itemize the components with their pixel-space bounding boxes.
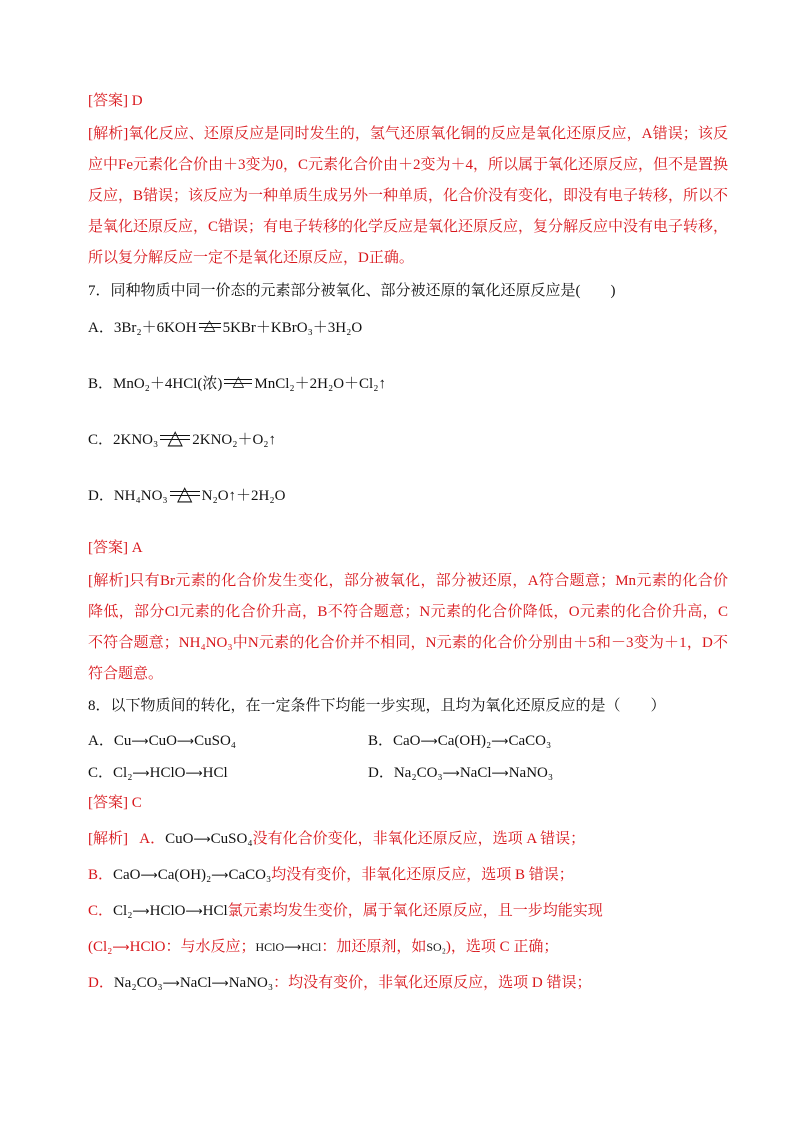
q7-option-a: [88, 313, 728, 343]
q6-analysis: [解析]氧化反应、还原反应是同时发生的，氢气还原氧化铜的反应是氧化还原反应，A错误；该反应中Fe元素化合价由＋3变为0，C元素化合价由＋2变为＋4，所以属于氧化还原反应，但不是置换反应，B错误；该反应为一种单质生成另外一种单质，化合价没有变化，即没有电子转移，所以不是氧化还原反应，C错误；有电子转移的化学反应是氧化还原反应，复分解反应中没有电子转移，所以复分解反应一定不是氧化还原反应，D正确。: [88, 126, 729, 266]
q8-option-a: A．Cu⟶CuO⟶CuSO₄: [88, 733, 237, 749]
heating-condition: [224, 369, 252, 399]
option-label: B．: [368, 733, 394, 749]
equation-left: NH₄NO₃: [113, 488, 168, 504]
analysis-text: 均没有变价，非氧化还原反应，选项 B 错误；: [271, 867, 574, 883]
equation-right: N₂O↑＋2H₂O: [201, 488, 286, 504]
q8-analysis-d: [88, 965, 728, 1001]
equation-right: MnCl₂＋2H₂O＋Cl₂↑: [254, 376, 386, 392]
q6-answer: [答案] D: [88, 93, 143, 109]
analysis-text: ：均没有变价，非氧化还原反应，选项 D 错误；: [273, 975, 592, 991]
delta-symbol: △: [176, 481, 193, 505]
q7-option-b: [88, 369, 728, 399]
q7-option-c: [88, 425, 728, 455]
reaction-chain: Cl₂⟶HClO: [93, 939, 166, 955]
option-label: C．: [88, 765, 114, 781]
reaction-chain: CuO⟶CuSO₄: [165, 831, 253, 847]
reaction-chain: HClO⟶HCl: [255, 940, 322, 954]
analysis-text: 氯元素均发生变价，属于氧化还原反应，且一步均能实现: [227, 903, 603, 919]
q8-analysis-c: [88, 893, 728, 929]
option-label: D．: [368, 765, 394, 781]
q8-analysis-a: [88, 821, 728, 857]
equation-left: 2KNO₃: [113, 432, 159, 448]
reaction-chain: CaO⟶Ca(OH)₂⟶CaCO₃: [113, 867, 272, 883]
q8-stem: 8．以下物质间的转化，在一定条件下均能一步实现，且均为氧化还原反应的是（ ）: [88, 698, 666, 714]
q8-options-row-1: [88, 728, 728, 754]
delta-symbol: △: [167, 425, 183, 449]
q7-answer: [答案] A: [88, 540, 143, 556]
delta-symbol: △: [232, 372, 245, 390]
heating-condition: [199, 313, 221, 343]
option-label: D．: [88, 488, 114, 504]
q8-option-b: B．CaO⟶Ca(OH)₂⟶CaCO₃: [368, 733, 552, 749]
option-label: A．: [88, 320, 114, 336]
q8-analysis-c-note: (Cl₂⟶HClO：与水反应；HClO⟶HCl：加还原剂，如SO₂)，选项 C 正确；: [88, 939, 559, 955]
option-label: B．: [88, 867, 114, 883]
q8-options-row-2: [88, 760, 728, 786]
delta-symbol: △: [203, 316, 216, 334]
reagent-formula: SO₂: [426, 940, 446, 954]
heating-condition: [170, 481, 200, 511]
option-label: C．: [88, 903, 114, 919]
equation-left: 3Br₂＋6KOH: [113, 320, 197, 336]
option-label: D．: [88, 975, 114, 991]
q7-stem: 7．同种物质中同一价态的元素部分被氧化、部分被还原的氧化还原反应是( ): [88, 283, 616, 299]
option-label: A．: [88, 733, 114, 749]
analysis-text: 没有化合价变化，非氧化还原反应，选项 A 错误；: [252, 831, 586, 847]
option-label: A．: [139, 831, 166, 847]
q8-answer: [答案] C: [88, 795, 142, 811]
reaction-chain: Na₂CO₃⟶NaCl⟶NaNO₃: [113, 975, 274, 991]
option-label: C．: [88, 432, 114, 448]
option-label: B．: [88, 376, 114, 392]
q7-analysis: [解析]只有Br元素的化合价发生变化，部分被氧化，部分被还原，A符合题意；Mn元素的化合价降低，部分Cl元素的化合价升高，B不符合题意；N元素的化合价降低，O元素的化合价升高，C不符合题意；NH₄NO₃中N元素的化合价并不相同，N元素的化合价分别由＋5和－3变为＋1，D不符合题意。: [88, 573, 728, 682]
q8-analysis-b: [88, 857, 728, 893]
equation-left: MnO₂＋4HCl(浓): [113, 376, 223, 392]
equation-right: 5KBr＋KBrO₃＋3H₂O: [222, 320, 363, 336]
analysis-prefix: [解析]: [88, 831, 128, 847]
document-page: [88, 90, 728, 1001]
heating-condition: [160, 425, 190, 455]
equation-right: 2KNO₂＋O₂↑: [192, 432, 277, 448]
q8-option-d: D．Na₂CO₃⟶NaCl⟶NaNO₃: [368, 765, 554, 781]
reaction-chain: Cl₂⟶HClO⟶HCl: [113, 903, 228, 919]
q8-option-c: C．Cl₂⟶HClO⟶HCl: [88, 765, 228, 781]
q7-option-d: [88, 481, 728, 511]
